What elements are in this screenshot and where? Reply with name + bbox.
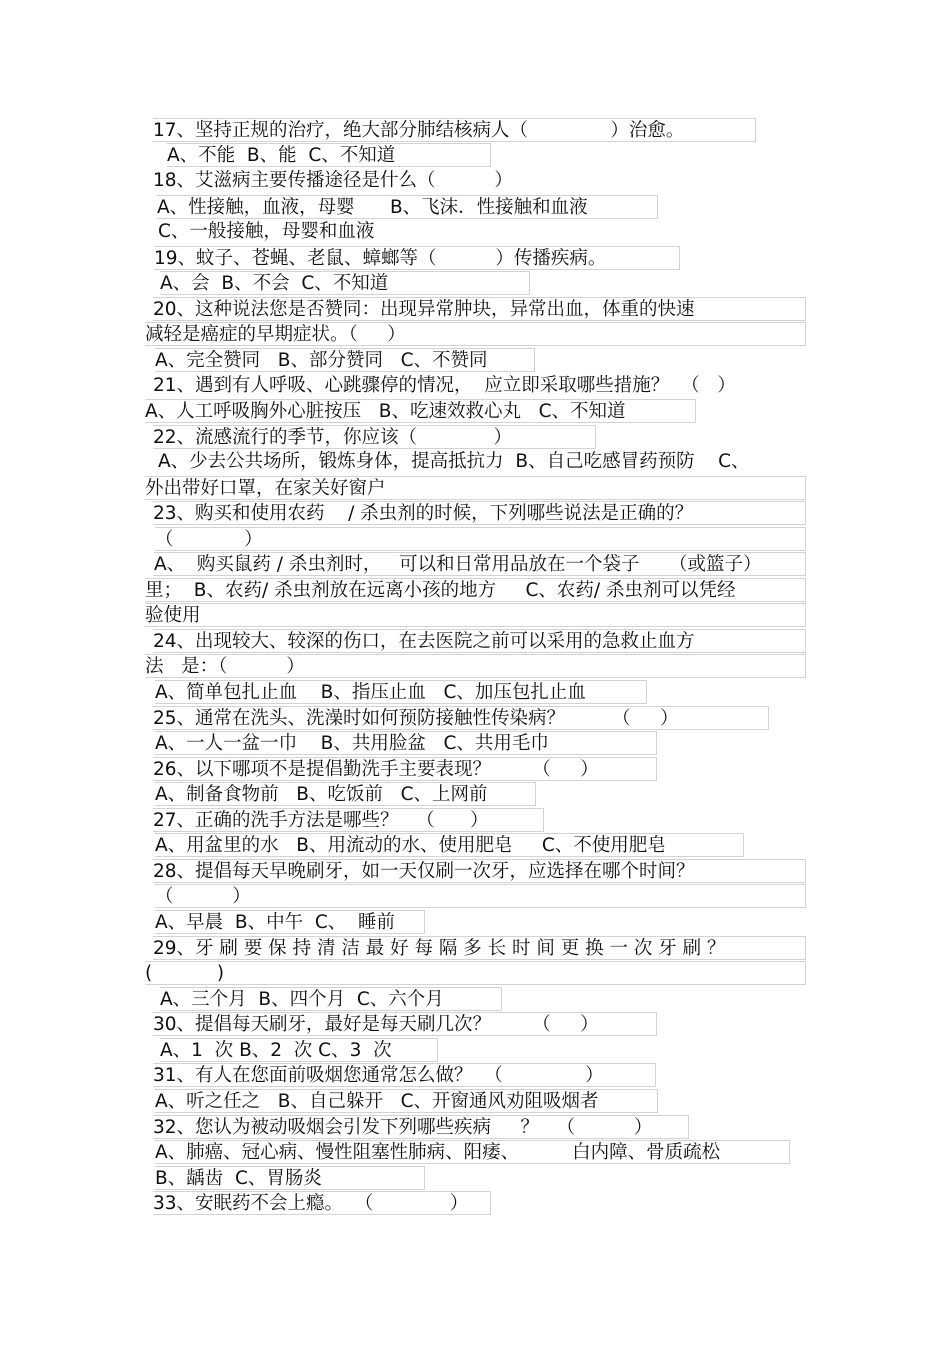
question-25-options: A、一人一盆一巾 B、共用脸盆 C、共用毛巾 xyxy=(155,731,657,755)
question-19-options: A、会 B、不会 C、不知道 xyxy=(160,271,530,295)
question-18-options-1: A、性接触，血液，母婴 B、飞沫．性接触和血液 xyxy=(157,195,658,219)
question-25-text: 25、通常在洗头、洗澡时如何预防接触性传染病？ （ ） xyxy=(153,706,769,730)
question-19-text: 19、蚊子、苍蝇、老鼠、蟑螂等（ ）传播疾病。 xyxy=(154,246,680,270)
question-26-options: A、制备食物前 B、吃饭前 C、上网前 xyxy=(155,782,536,806)
question-17-text: 17、坚持正规的治疗，绝大部分肺结核病人（ ）治愈。 xyxy=(153,118,756,142)
question-22-text: 22、流感流行的季节，你应该（ ） xyxy=(153,425,596,449)
question-23-options-1: A、 购买鼠药 / 杀虫剂时， 可以和日常用品放在一个袋子 （或篮子） xyxy=(154,552,806,576)
question-20-text-1: 20、这种说法您是否赞同：出现异常肿块，异常出血，体重的快速 xyxy=(153,297,806,321)
question-20-text-2: 减轻是癌症的早期症状。（ ） xyxy=(145,322,806,346)
question-26-text: 26、以下哪项不是提倡勤洗手主要表现？ （ ） xyxy=(153,757,657,781)
question-28-answer: （ ） xyxy=(155,884,806,908)
question-29-options: A、三个月 B、四个月 C、六个月 xyxy=(160,987,502,1011)
question-17-options: A、不能 B、能 C、不知道 xyxy=(167,143,491,167)
question-23-answer: （ ） xyxy=(155,527,806,551)
question-31-options: A、听之任之 B、自己躲开 C、开窗通风劝阻吸烟者 xyxy=(155,1089,658,1113)
question-29-text: 29、牙 刷 要 保 持 清 洁 最 好 每 隔 多 长 时 间 更 换 一 次 牙 刷 ？ xyxy=(153,936,806,960)
question-21-text: 21、遇到有人呼吸、心跳骤停的情况， 应立即采取哪些措施？ （ ） xyxy=(153,375,736,396)
question-29-answer: ( ) xyxy=(145,961,806,985)
question-22-options-1: A、少去公共场所，锻炼身体，提高抵抗力 B、自己吃感冒药预防 C、 xyxy=(158,451,750,472)
question-31-text: 31、有人在您面前吸烟您通常怎么做？ （ ） xyxy=(153,1063,656,1087)
question-28-options: A、早晨 B、中午 C、 睡前 xyxy=(155,910,425,934)
question-32-options-2: B、龋齿 C、胃肠炎 xyxy=(155,1166,425,1190)
question-32-options-1: A、肺癌、冠心病、慢性阻塞性肺病、阳痿、 白内障、骨质疏松 xyxy=(155,1140,790,1164)
question-23-options-3: 验使用 xyxy=(145,603,806,627)
question-18-text: 18、艾滋病主要传播途径是什么（ ） xyxy=(153,170,513,191)
question-21-options: A、人工呼吸胸外心脏按压 B、吃速效救心丸 C、不知道 xyxy=(145,399,696,423)
question-24-text-1: 24、出现较大、较深的伤口，在去医院之前可以采用的急救止血方 xyxy=(153,629,806,653)
question-28-text: 28、提倡每天早晚刷牙，如一天仅刷一次牙，应选择在哪个时间？ xyxy=(153,859,806,883)
question-33-text: 33、安眠药不会上瘾。 （ ） xyxy=(153,1191,491,1215)
question-22-options-2: 外出带好口罩，在家关好窗户 xyxy=(145,476,806,500)
question-20-options: A、完全赞同 B、部分赞同 C、不赞同 xyxy=(155,348,535,372)
question-24-options: A、简单包扎止血 B、指压止血 C、加压包扎止血 xyxy=(155,680,647,704)
question-23-text: 23、购买和使用农药 / 杀虫剂的时候，下列哪些说法是正确的？ xyxy=(153,501,806,525)
question-32-text: 32、您认为被动吸烟会引发下列哪些疾病 ？ （ ） xyxy=(153,1115,689,1139)
question-18-options-2: C、一般接触，母婴和血液 xyxy=(158,221,375,242)
question-27-text: 27、正确的洗手方法是哪些？ （ ） xyxy=(153,808,544,832)
question-30-options: A、1 次 B、2 次 C、3 次 xyxy=(160,1038,438,1062)
question-23-options-2: 里； B、农药/ 杀虫剂放在远离小孩的地方 C、农药/ 杀虫剂可以凭经 xyxy=(145,578,806,602)
question-27-options: A、用盆里的水 B、用流动的水、使用肥皂 C、不使用肥皂 xyxy=(155,833,744,857)
question-24-text-2: 法 是：（ ） xyxy=(145,654,806,678)
question-30-text: 30、提倡每天刷牙，最好是每天刷几次？ （ ） xyxy=(153,1012,657,1036)
